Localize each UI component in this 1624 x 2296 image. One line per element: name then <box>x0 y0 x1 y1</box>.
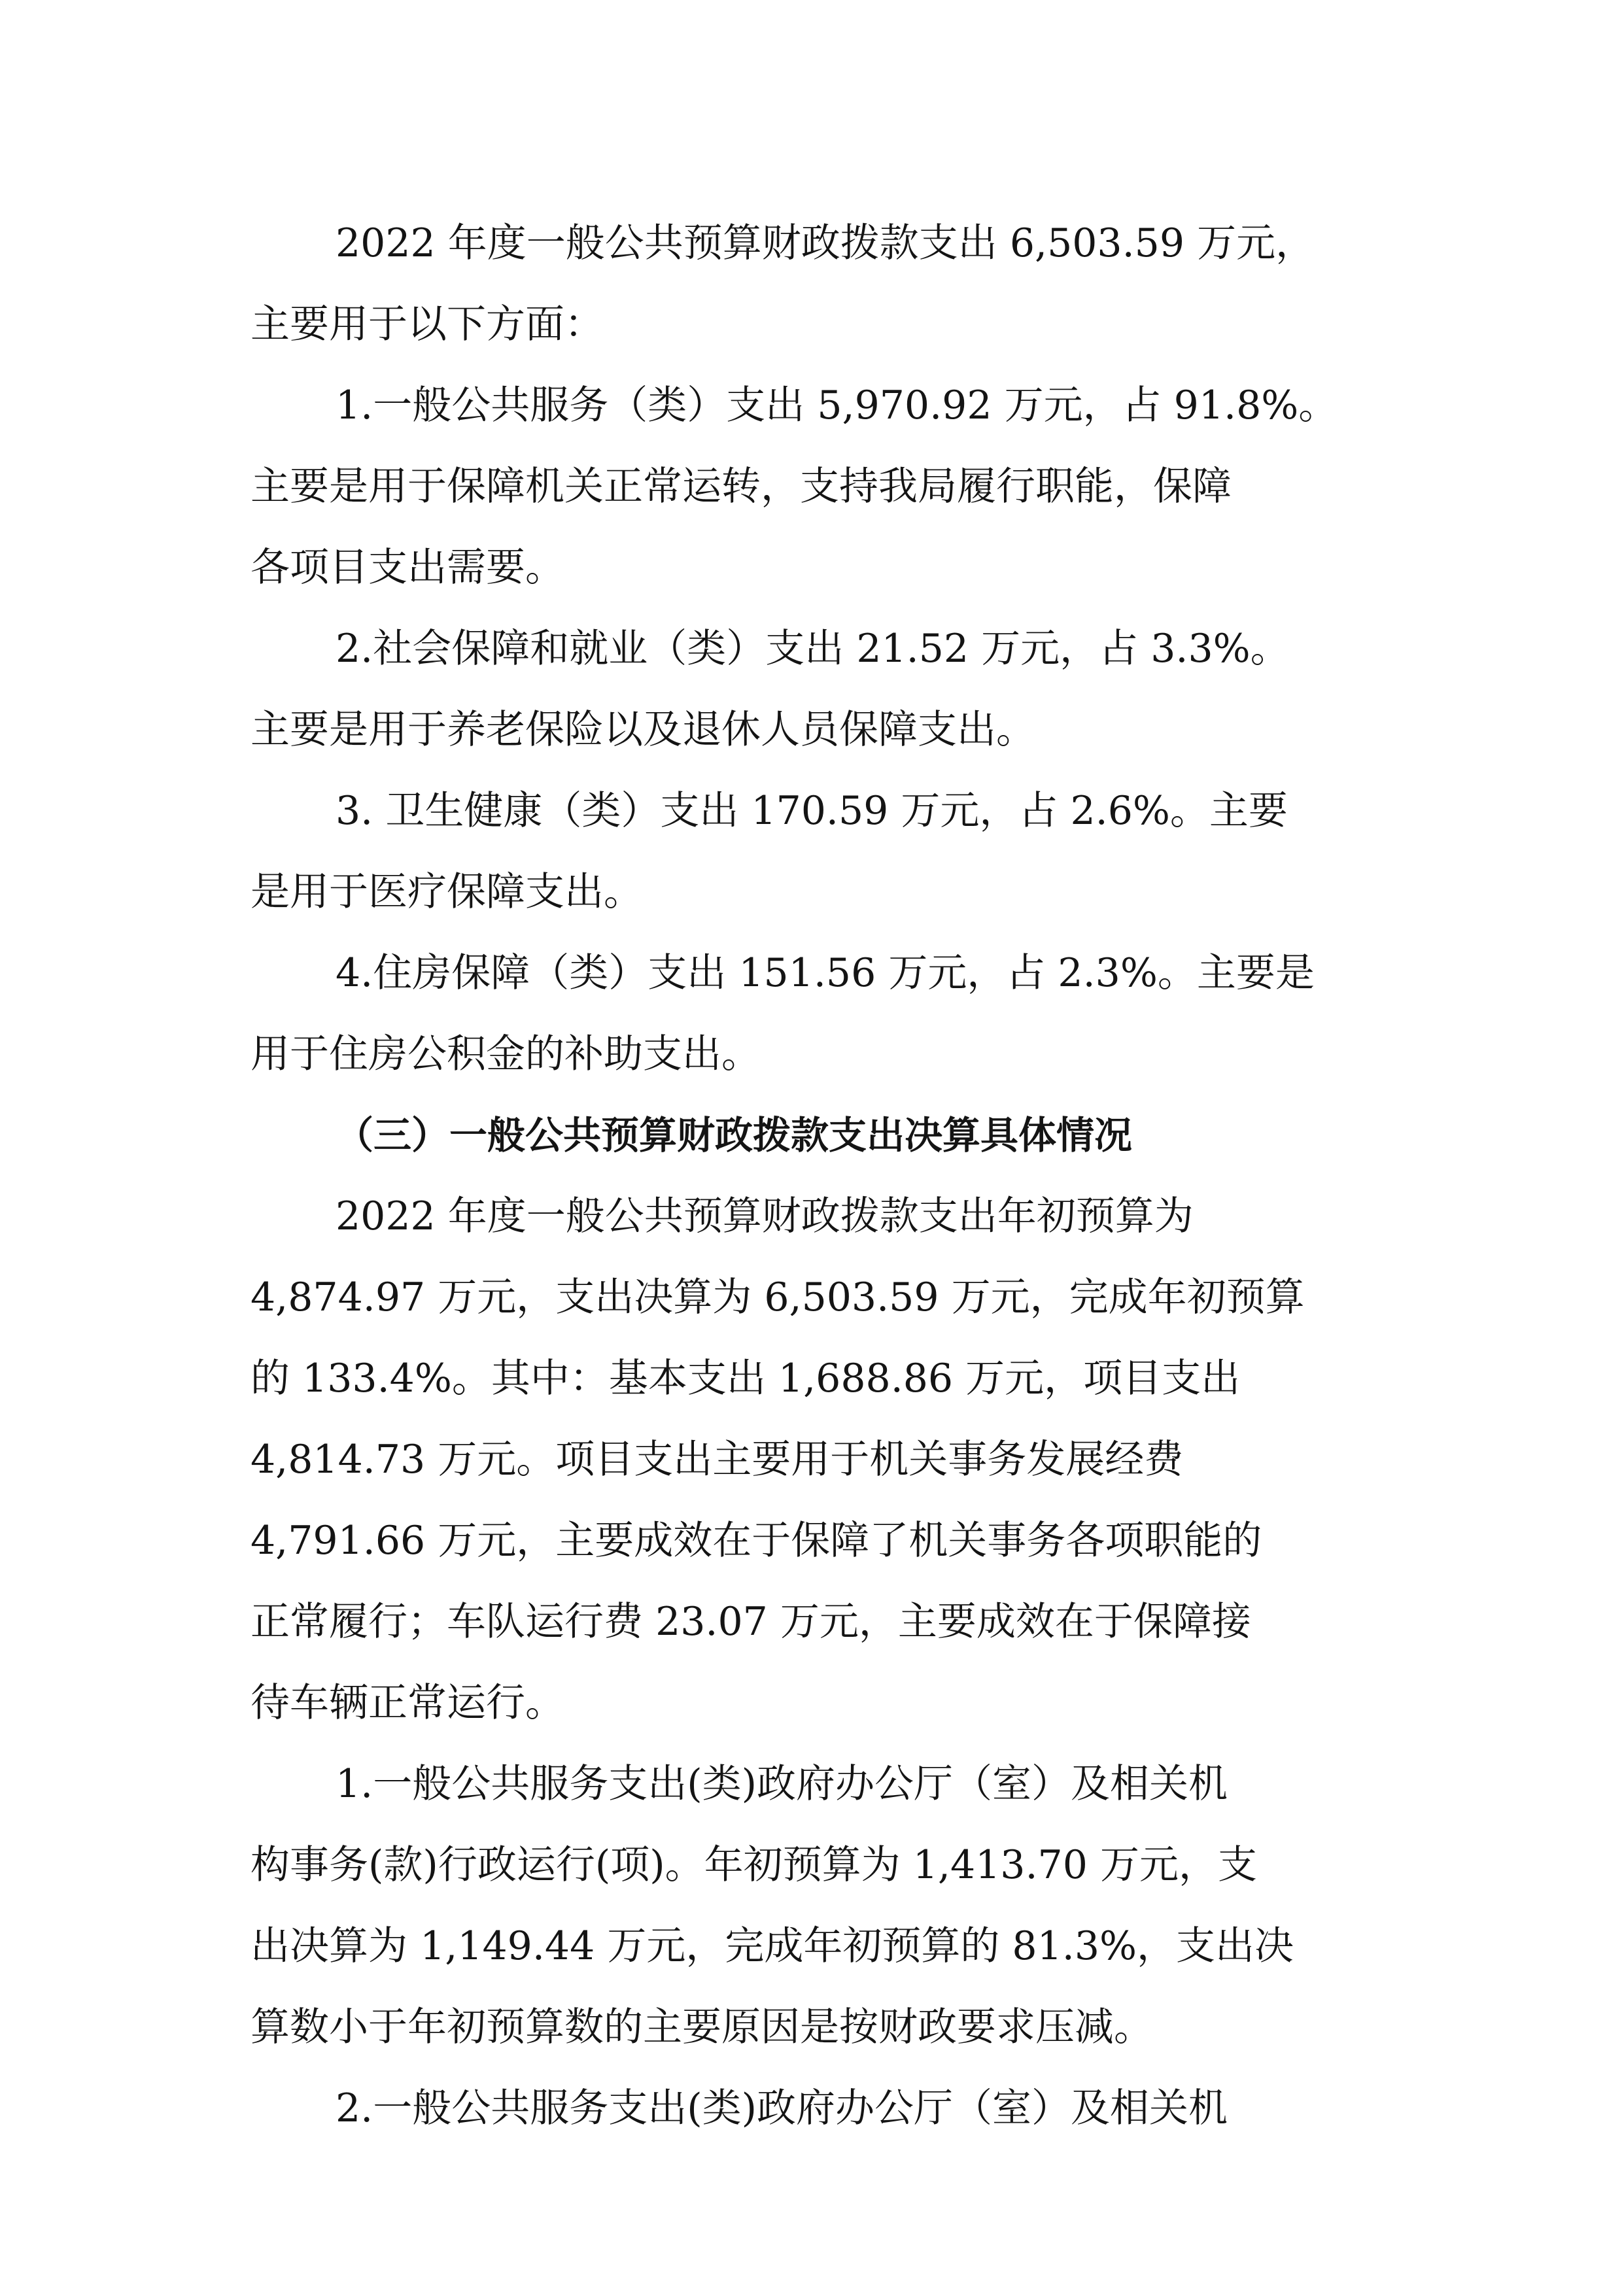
paragraph-item-2 <box>251 2068 1375 2149</box>
paragraph-health <box>251 770 1375 933</box>
paragraph-expenditure-summary <box>251 203 1375 365</box>
text-line: 2022 年度一般公共预算财政拨款支出年初预算为 <box>336 1193 1194 1239</box>
text-line: 构事务(款)行政运行(项)。年初预算为 1,413.70 万元，支 <box>251 1842 1257 1888</box>
paragraph-public-services <box>251 365 1375 608</box>
document-body <box>251 203 1375 2149</box>
text-line: 各项目支出需要。 <box>251 545 564 591</box>
text-line: 1.一般公共服务（类）支出 5,970.92 万元，占 91.8%。 <box>336 383 1338 428</box>
text-line: 主要是用于保障机关正常运转，支持我局履行职能，保障 <box>251 464 1232 509</box>
text-line: 4,791.66 万元，主要成效在于保障了机关事务各项职能的 <box>251 1518 1262 1564</box>
text-line: 1.一般公共服务支出(类)政府办公厅（室）及相关机 <box>336 1761 1228 1807</box>
text-line: 2.社会保障和就业（类）支出 21.52 万元，占 3.3%。 <box>336 626 1290 672</box>
text-line: 4,874.97 万元，支出决算为 6,503.59 万元，完成年初预算 <box>251 1275 1305 1320</box>
text-line: 4.住房保障（类）支出 151.56 万元，占 2.3%。主要是 <box>336 950 1315 996</box>
text-line: 的 133.4%。其中：基本支出 1,688.86 万元，项目支出 <box>251 1356 1241 1401</box>
text-line: 出决算为 1,149.44 万元，完成年初预算的 81.3%，支出决 <box>251 1923 1294 1969</box>
text-line: 2.一般公共服务支出(类)政府办公厅（室）及相关机 <box>336 2085 1228 2131</box>
section-heading <box>251 1095 1375 1176</box>
text-line: 2022 年度一般公共预算财政拨款支出 6,503.59 万元， <box>336 220 1315 266</box>
section-heading-text: （三）一般公共预算财政拨款支出决算具体情况 <box>336 1113 1133 1157</box>
text-line: 主要用于以下方面： <box>251 301 604 347</box>
text-line: 正常履行；车队运行费 23.07 万元，主要成效在于保障接 <box>251 1599 1251 1645</box>
text-line: 待车辆正常运行。 <box>251 1680 564 1726</box>
text-line: 主要是用于养老保险以及退休人员保障支出。 <box>251 707 1035 753</box>
text-line: 算数小于年初预算数的主要原因是按财政要求压减。 <box>251 2004 1153 2050</box>
text-line: 用于住房公积金的补助支出。 <box>251 1031 761 1077</box>
paragraph-social-security <box>251 608 1375 770</box>
text-line: 3. 卫生健康（类）支出 170.59 万元，占 2.6%。主要 <box>336 788 1288 834</box>
paragraph-item-1 <box>251 1743 1375 2068</box>
text-line: 是用于医疗保障支出。 <box>251 869 643 915</box>
paragraph-housing <box>251 933 1375 1095</box>
paragraph-budget-detail <box>251 1176 1375 1743</box>
text-line: 4,814.73 万元。项目支出主要用于机关事务发展经费 <box>251 1437 1184 1482</box>
